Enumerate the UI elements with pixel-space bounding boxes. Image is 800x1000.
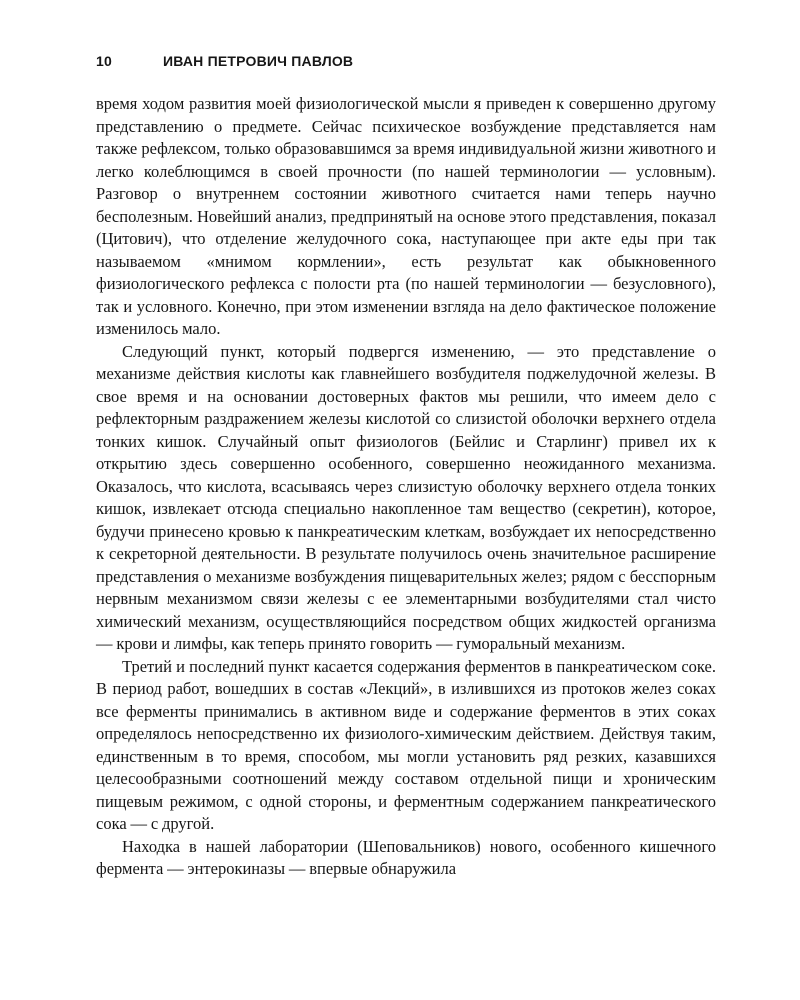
paragraph-3: Третий и последний пункт касается содержания ферментов в панкреатическом соке. В период работ, вошедших в состав «Лекций», в излившихся из протоков желез соках все ферменты принимались в активном виде и содержание ферментов в этих соках определялось непосредственно их физиолого-химическим действием. Действуя таким, единственным в то время, способом, мы могли установить ряд резких, казавшихся целесообразными соотношений между составом отдельной пищи и хроническим пищевым режимом, с одной стороны, и ферментным содержанием панкреатического сока — с другой.	[96, 656, 716, 833]
page-number: 10	[96, 53, 112, 69]
paragraph-2: Следующий пункт, который подвергся изменению, — это представление о механизме действия кислоты как главнейшего возбудителя поджелудочной железы. В свое время и на основании достоверных фактов мы решили, что имеем дело с рефлекторным раздражением железы кислотой со слизистой оболочки верхнего отдела тонких кишок. Случайный опыт физиологов (Бейлис и Старлинг) привел их к открытию здесь совершенно особенного, совершенно неожиданного механизма. Оказалось, что кислота, всасываясь через слизистую оболочку верхнего отдела тонких кишок, извлекает отсюда специально накопленное там вещество (секретин), которое, будучи принесено кровью к панкреатическим клеткам, возбуждает их непосредственно к секреторной деятельности. В результате получилось очень значительное расширение представления о механизме возбуждения пищеварительных желез; рядом с бесспорным нервным механизмом связи железы с ее элементарными возбудителями стал чисто химический механизм, осуществляющийся посредством общих жидкостей организма — крови и лимфы, как теперь принято говорить — гуморальный механизм.	[96, 341, 716, 653]
paragraph-1: время ходом развития моей физиологической мысли я приведен к совершенно другому представлению о предмете. Сейчас психическое возбуждение представляется нам также рефлексом, только образовавшимся за время индивидуальной жизни животного и легко колеблющимся в своей прочности (по нашей терминологии — условным). Разговор о внутреннем состоянии животного считается нами теперь научно бесполезным. Новейший анализ, предпринятый на основе этого представления, показал (Цитович), что отделение желудочного сока, наступающее при акте еды при так называемом «мнимом кормлении», есть результат как обыкновенного физиологического рефлекса с полости рта (по нашей терминологии — безусловного), так и условного. Конечно, при этом изменении взгляда на дело фактическое положение изменилось мало.	[96, 94, 716, 338]
paragraph-4: Находка в нашей лаборатории (Шеповальников) нового, особенного кишечного фермента — энтерокиназы — впервые обнаружила	[96, 836, 716, 878]
body-text	[96, 93, 716, 881]
running-head	[96, 53, 716, 75]
running-title: ИВАН ПЕТРОВИЧ ПАВЛОВ	[163, 53, 354, 69]
